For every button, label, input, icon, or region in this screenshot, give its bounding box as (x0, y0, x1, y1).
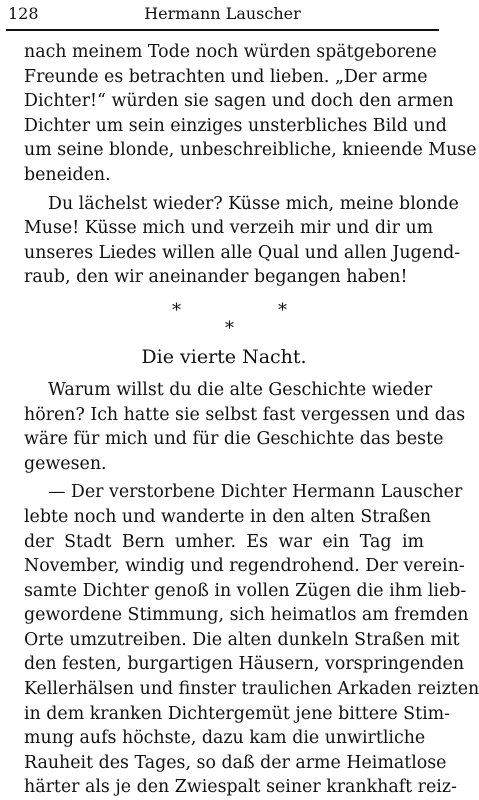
page-number: 128 (8, 4, 39, 23)
text-line: — Der verstorbene Dichter Hermann Lauscher (48, 482, 463, 503)
text-line: den festen, burgartigen Häusern, vorspringenden (24, 654, 465, 675)
text-line: wäre für mich und für die Geschichte das beste (24, 429, 444, 450)
text-line: hören? Ich hatte sie selbst fast vergessen und das (24, 404, 466, 425)
text-line: in dem kranken Dichtergemüt jene bittere Stim- (24, 703, 451, 724)
paragraph (24, 480, 479, 800)
text-line: November, windig und regendrohend. Der verein- (24, 556, 465, 577)
text-line: lebte noch und wanderte in den alten Straßen (24, 506, 432, 527)
text-line: Dichter!“ würden sie sagen und doch den armen (24, 91, 454, 112)
text-line: Du lächelst wieder? Küsse mich, meine blonde (48, 193, 459, 214)
page-header (6, 2, 439, 28)
paragraph (24, 378, 466, 476)
text-line: raub, den wir aneinander begangen haben! (24, 267, 408, 288)
text-line: unseres Liedes willen alle Qual und allen Jugend- (24, 242, 461, 263)
text-line: der Stadt Bern umher. Es war ein Tag im (24, 531, 424, 552)
text-line: nach meinem Tode noch würden spätgeborene (24, 42, 437, 62)
text-line: Freunde es betrachten und lieben. „Der arme (24, 66, 428, 87)
text-line: gewesen. (24, 453, 107, 474)
text-line: mung aufs höchste, dazu kam die unwirtliche (24, 728, 426, 749)
text-line: Muse! Küsse mich und verzeih mir und dir um (24, 218, 434, 239)
paragraph (24, 40, 477, 188)
text-line: Kellerhälsen und finster traulichen Arkaden reizten (24, 679, 479, 700)
text-line: beneiden. (24, 164, 111, 185)
running-head: Hermann Lauscher (144, 4, 301, 23)
text-line: samte Dichter genoß in vollen Zügen die ihm lieb- (24, 580, 467, 601)
text-line: Orte umzutreiben. Die alten dunkeln Straßen mit (24, 629, 460, 650)
text-line: Dichter um sein einziges unsterbliches Bild und (24, 115, 447, 136)
text-line: Warum willst du die alte Geschichte wieder (48, 379, 433, 400)
paragraph (24, 192, 461, 290)
text-line: gewordene Stimmung, sich heimatlos am fremden (24, 605, 469, 626)
header-rule (6, 29, 439, 31)
chapter-title: Die vierte Nacht. (141, 345, 307, 368)
text-line: härter als je den Zwiespalt seiner krankhaft reiz- (24, 777, 457, 798)
separator-star: * (278, 299, 287, 321)
text-line: Rauheit des Tages, so daß der arme Heimatlose (24, 752, 447, 773)
body-text (24, 40, 479, 800)
separator-star: * (225, 317, 234, 339)
text-line: um seine blonde, unbeschreibliche, knieende Muse (24, 140, 477, 161)
separator-star: * (172, 299, 181, 321)
section-separator (24, 298, 424, 338)
